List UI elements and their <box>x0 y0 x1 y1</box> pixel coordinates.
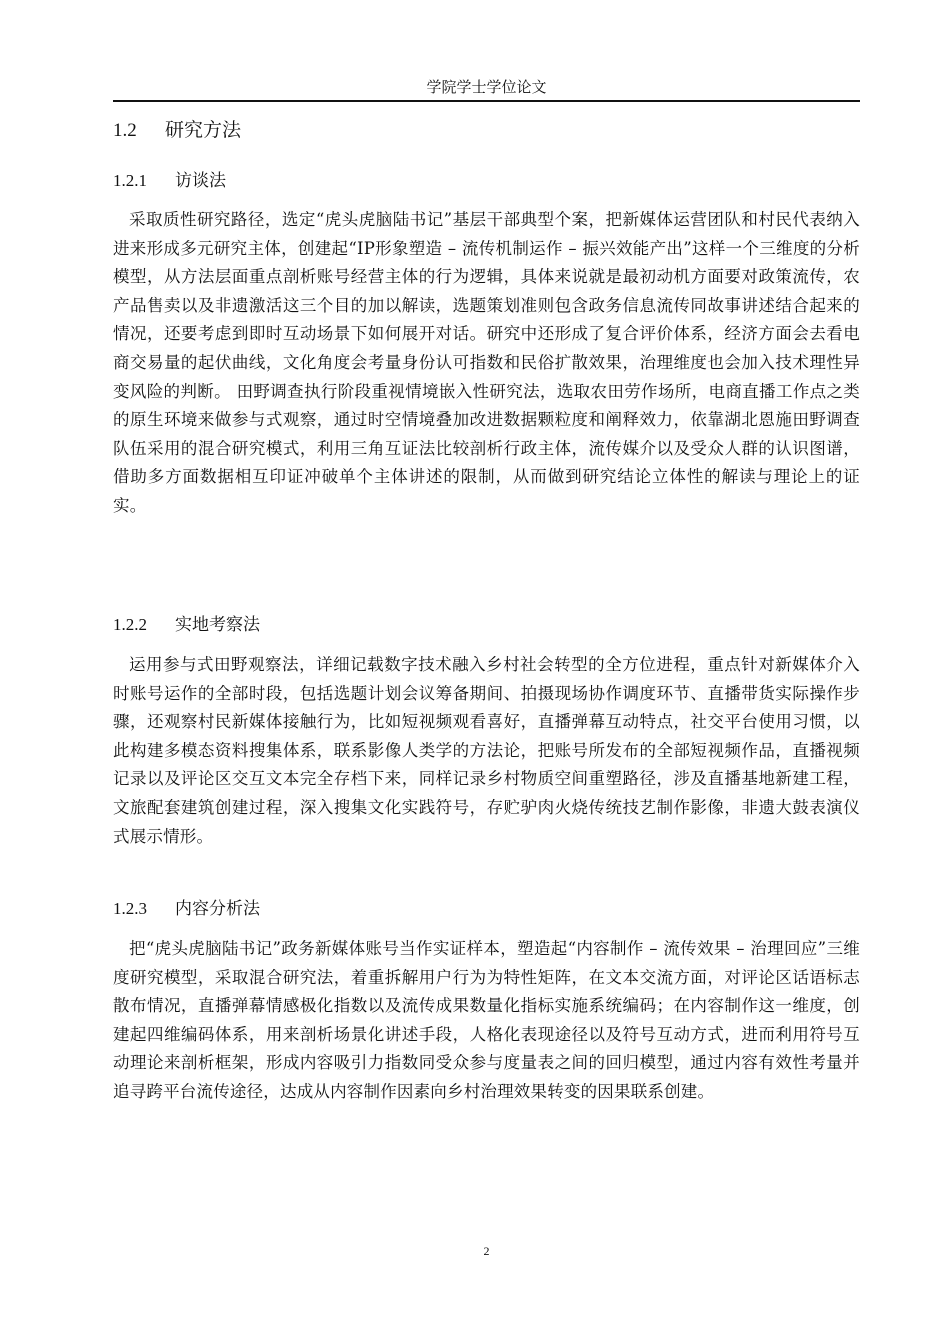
subsection-number: 1.2.2 <box>113 615 147 634</box>
subsection-number: 1.2.1 <box>113 171 147 190</box>
section-number: 1.2 <box>113 120 137 141</box>
subsection-number: 1.2.3 <box>113 899 147 918</box>
subsection-title: 内容分析法 <box>175 899 260 919</box>
subsection-title: 实地考察法 <box>175 615 260 635</box>
subsection-heading-2 <box>113 612 260 638</box>
page-number: 2 <box>483 1244 490 1258</box>
body-paragraph-fieldwork: 运用参与式田野观察法，详细记载数字技术融入乡村社会转型的全方位进程，重点针对新媒体介入时账号运作的全部时段，包括选题计划会议筹备期间、拍摄现场协作调度环节、直播带货实际操作步骤，还观察村民新媒体接触行为，比如短视频观看喜好，直播弹幕互动特点，社交平台使用习惯，以此构建多模态资料搜集体系，联系影像人类学的方法论，把账号所发布的全部短视频作品，直播视频记录以及评论区交互文本完全存档下来，同样记录乡村物质空间重塑路径，涉及直播基地新建工程，文旅配套建筑创建过程，深入搜集文化实践符号，存贮驴肉火烧传统技艺制作影像，非遗大鼓表演仪式展示情形。 <box>113 655 860 846</box>
section-heading <box>113 116 241 145</box>
page-header: 学院学士学位论文 <box>426 78 547 96</box>
subsection-heading-1 <box>113 168 226 194</box>
subsection-heading-3 <box>113 896 260 922</box>
section-title: 研究方法 <box>165 119 242 141</box>
body-paragraph-interview: 采取质性研究路径，选定“虎头虎脑陆书记”基层干部典型个案，把新媒体运营团队和村民代表纳入进来形成多元研究主体，创建起“IP形象塑造 – 流传机制运作 – 振兴效能产出”这样一个三维度的分析模型，从方法层面重点剖析账号经营主体的行为逻辑，具体来说就是最初动机方面要对政策流传，农产品售卖以及非遗激活这三个目的加以解读，选题策划准则包含政务信息流传同故事讲述结合起来的情况，还要考虑到即时互动场景下如何展开对话。研究中还形成了复合评价体系，经济方面会去看电商交易量的起伏曲线，文化角度会考量身份认可指数和民俗扩散效果，治理维度也会加入技术理性异变风险的判断。 田野调查执行阶段重视情境嵌入性研究法，选取农田劳作场所，电商直播工作点之类的原生环境来做参与式观察，通过时空情境叠加改进数据颗粒度和阐释效力，依靠湖北恩施田野调查队伍采用的混合研究模式，利用三角互证法比较剖析行政主体，流传媒介以及受众人群的认识图谱，借助多方面数据相互印证冲破单个主体讲述的限制，从而做到研究结论立体性的解读与理论上的证实。 <box>113 210 860 515</box>
subsection-title: 访谈法 <box>175 171 226 191</box>
header-divider <box>113 100 860 102</box>
body-paragraph-content-analysis: 把“虎头虎脑陆书记”政务新媒体账号当作实证样本，塑造起“内容制作 – 流传效果 – 治理回应”三维度研究模型，采取混合研究法，着重拆解用户行为为特性矩阵，在文本交流方面，对评论区话语标志散布情况，直播弹幕情感极化指数以及流传成果数量化指标实施系统编码；在内容制作这一维度，创建起四维编码体系，用来剖析场景化讲述手段，人格化表现途径以及符号互动方式，进而利用符号互动理论来剖析框架，形成内容吸引力指数同受众参与度量表之间的回归模型，通过内容有效性考量并追寻跨平台流传途径，达成从内容制作因素向乡村治理效果转变的因果联系创建。 <box>113 939 860 1101</box>
